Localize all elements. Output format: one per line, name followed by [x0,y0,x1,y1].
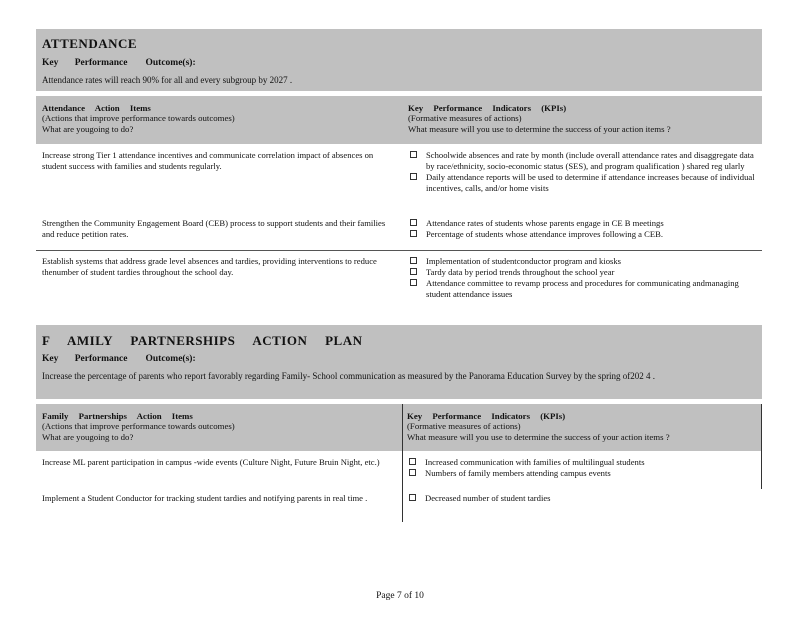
attendance-action: Increase strong Tier 1 attendance incentives and communicate correlation impact of absences on student success with families and students regularly. [42,150,374,171]
family-row [36,451,762,489]
family-action: Implement a Student Conductor for tracking student tardies and notifying parents in real time . [42,493,368,503]
kpi-item: Schoolwide absences and rate by month (include overall attendance rates and disaggregate data by race/ethnicity, socio-economic status (SES), and program qualification ) shared reg ularly [410,150,762,172]
attendance-row [36,218,762,250]
kpi-item: Implementation of studentconductor program and kiosks [410,256,762,267]
family-section [36,325,762,522]
checkbox-icon [410,173,417,180]
checkbox-icon [410,257,417,264]
family-column-header [36,404,762,451]
attendance-col-left-line1: (Actions that improve performance towards outcomes) [42,113,235,124]
kpi-item: Attendance rates of students whose parents engage in CE B meetings [410,218,762,229]
family-col-left-line1: (Actions that improve performance towards outcomes) [42,421,235,432]
family-col-left-title: Family Partnerships Action Items [42,411,193,421]
kpi-item: Percentage of students whose attendance improves following a CEB. [410,229,762,240]
attendance-kp-label: Key Performance [42,58,128,68]
checkbox-icon [409,458,416,465]
family-header [36,325,762,399]
family-title: F AMILY PARTNERSHIPS ACTION PLAN [42,333,363,348]
kpi-item: Increased communication with families of multilingual students [409,457,761,468]
checkbox-icon [410,219,417,226]
family-col-right-header [402,404,762,451]
family-outcome-text: Increase the percentage of parents who report favorably regarding Family- School communication as measured by the Panorama Education Survey by the spring of202 4 . [42,371,656,381]
attendance-row [36,250,762,308]
kpi-item: Daily attendance reports will be used to determine if attendance increases because of individual incentives, calls, and/or home visits [410,172,762,194]
attendance-kp-line [42,58,756,68]
attendance-title: ATTENDANCE [42,36,138,51]
checkbox-icon [410,279,417,286]
attendance-header [36,29,762,91]
attendance-outcome-label: Outcome(s): [145,58,196,68]
attendance-column-header [36,96,762,144]
family-kpi-list [402,451,762,489]
attendance-col-right-header [402,103,762,144]
attendance-col-right-line2: What measure will you use to determine the success of your action items ? [408,123,671,134]
attendance-col-right-title: Key Performance Indicators (KPIs) [408,103,567,113]
family-col-right-line2: What measure will you use to determine the success of your action items ? [407,431,670,442]
family-kp-label: Key Performance [42,354,128,364]
attendance-section [36,29,762,308]
attendance-row [36,150,762,218]
kpi-item: Attendance committee to revamp process and procedures for communicating andmanaging student attendance issues [410,278,762,300]
attendance-kpi-list [402,150,762,218]
kpi-item: Tardy data by period trends throughout the school year [410,267,762,278]
page-number: Page 7 of 10 [376,591,424,601]
attendance-col-left-header [36,103,402,144]
checkbox-icon [409,494,416,501]
checkbox-icon [410,151,417,158]
family-col-right-line1: (Formative measures of actions) [407,421,521,432]
attendance-col-left-title: Attendance Action Items [42,103,151,113]
attendance-action: Strengthen the Community Engagement Board (CEB) process to support students and their families and reduce petition rates. [42,218,386,239]
family-col-left-line2: What are yougoing to do? [42,431,134,442]
attendance-col-left-line2: What are yougoing to do? [42,123,134,134]
attendance-col-right-line1: (Formative measures of actions) [408,113,522,124]
checkbox-icon [410,268,417,275]
kpi-item: Decreased number of student tardies [409,493,762,504]
family-outcome-label: Outcome(s): [145,354,196,364]
attendance-kpi-list [402,256,762,308]
family-action: Increase ML parent participation in campus -wide events (Culture Night, Future Bruin Night, etc.) [42,457,380,467]
attendance-action: Establish systems that address grade level absences and tardies, providing interventions to reduce thenumber of student tardies throughout the school day. [42,256,377,277]
kpi-item: Numbers of family members attending campus events [409,468,761,479]
family-col-right-title: Key Performance Indicators (KPIs) [407,411,566,421]
checkbox-icon [409,469,416,476]
family-kp-line [42,354,756,364]
family-col-left-header [36,404,402,451]
attendance-outcome-text: Attendance rates will reach 90% for all and every subgroup by 2027 . [42,75,293,85]
family-row [36,489,762,522]
attendance-kpi-list [402,218,762,250]
checkbox-icon [410,230,417,237]
family-kpi-list [402,489,762,522]
